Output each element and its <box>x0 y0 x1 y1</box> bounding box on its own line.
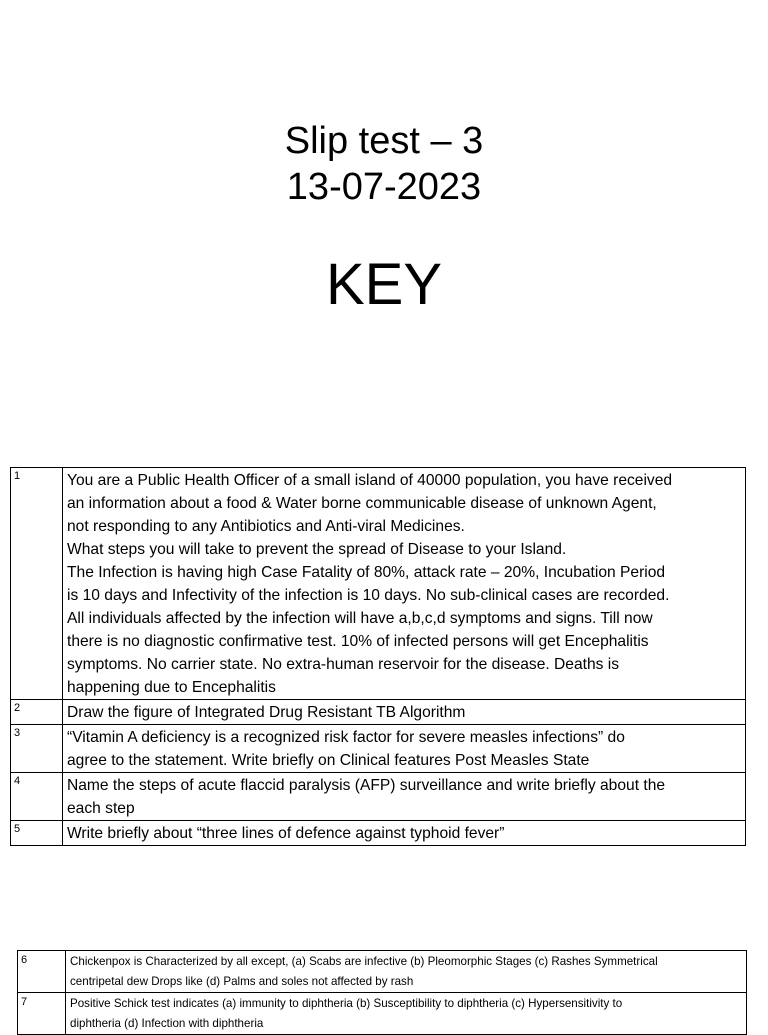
question-line: agree to the statement. Write briefly on Clinical features Post Measles State <box>67 752 590 769</box>
question-number: 7 <box>18 993 66 1035</box>
question-text <box>63 700 746 725</box>
question-number: 2 <box>11 700 63 725</box>
question-number: 1 <box>11 468 63 700</box>
question-line: symptoms. No carrier state. No extra-human reservoir for the disease. Deaths is <box>67 656 620 673</box>
question-line: Write briefly about “three lines of defence against typhoid fever” <box>67 825 505 842</box>
question-row <box>11 773 746 821</box>
question-line: diphtheria (d) Infection with diphtheria <box>70 1017 264 1030</box>
test-date: 13-07-2023 <box>286 166 482 208</box>
question-line: centripetal dew Drops like (d) Palms and soles not affected by rash <box>70 975 414 988</box>
question-number: 4 <box>11 773 63 821</box>
question-row <box>11 725 746 773</box>
question-line: an information about a food & Water borne communicable disease of unknown Agent, <box>67 495 657 512</box>
question-line: Name the steps of acute flaccid paralysis (AFP) surveillance and write briefly about the <box>67 777 666 794</box>
title-block <box>0 118 768 210</box>
mcq-row <box>18 993 747 1035</box>
question-line: there is no diagnostic confirmative test. 10% of infected persons will get Encephalitis <box>67 633 649 650</box>
key-heading: KEY <box>325 252 443 317</box>
question-row <box>11 821 746 846</box>
question-text <box>63 725 746 773</box>
question-line: You are a Public Health Officer of a small island of 40000 population, you have received <box>67 472 673 489</box>
question-line: What steps you will take to prevent the spread of Disease to your Island. <box>67 541 567 558</box>
question-line: is 10 days and Infectivity of the infection is 10 days. No sub-clinical cases are recorded. <box>67 587 670 604</box>
question-line: The Infection is having high Case Fatality of 80%, attack rate – 20%, Incubation Period <box>67 564 666 581</box>
question-text <box>63 821 746 846</box>
question-line: Chickenpox is Characterized by all except, (a) Scabs are infective (b) Pleomorphic Stages (c) Rashes Symmetrical <box>70 955 658 968</box>
question-line: Positive Schick test indicates (a) immunity to diphtheria (b) Susceptibility to diphtheria (c) Hypersensitivity to <box>70 997 623 1010</box>
question-row <box>11 700 746 725</box>
question-row <box>11 468 746 700</box>
slip-test-title: Slip test – 3 <box>284 120 484 162</box>
question-line: happening due to Encephalitis <box>67 679 276 696</box>
question-line: Draw the figure of Integrated Drug Resistant TB Algorithm <box>67 704 466 721</box>
question-line: each step <box>67 800 135 817</box>
mcq-row <box>18 951 747 993</box>
question-text <box>66 951 747 993</box>
question-text <box>66 993 747 1035</box>
question-line: not responding to any Antibiotics and Anti-viral Medicines. <box>67 518 465 535</box>
question-number: 6 <box>18 951 66 993</box>
question-number: 3 <box>11 725 63 773</box>
mcq-table <box>17 950 747 1035</box>
question-line: “Vitamin A deficiency is a recognized risk factor for severe measles infections” do <box>67 729 625 746</box>
question-line: All individuals affected by the infection will have a,b,c,d symptoms and signs. Till now <box>67 610 653 627</box>
question-text <box>63 773 746 821</box>
question-text <box>63 468 746 700</box>
questions-table <box>10 467 746 846</box>
question-number: 5 <box>11 821 63 846</box>
